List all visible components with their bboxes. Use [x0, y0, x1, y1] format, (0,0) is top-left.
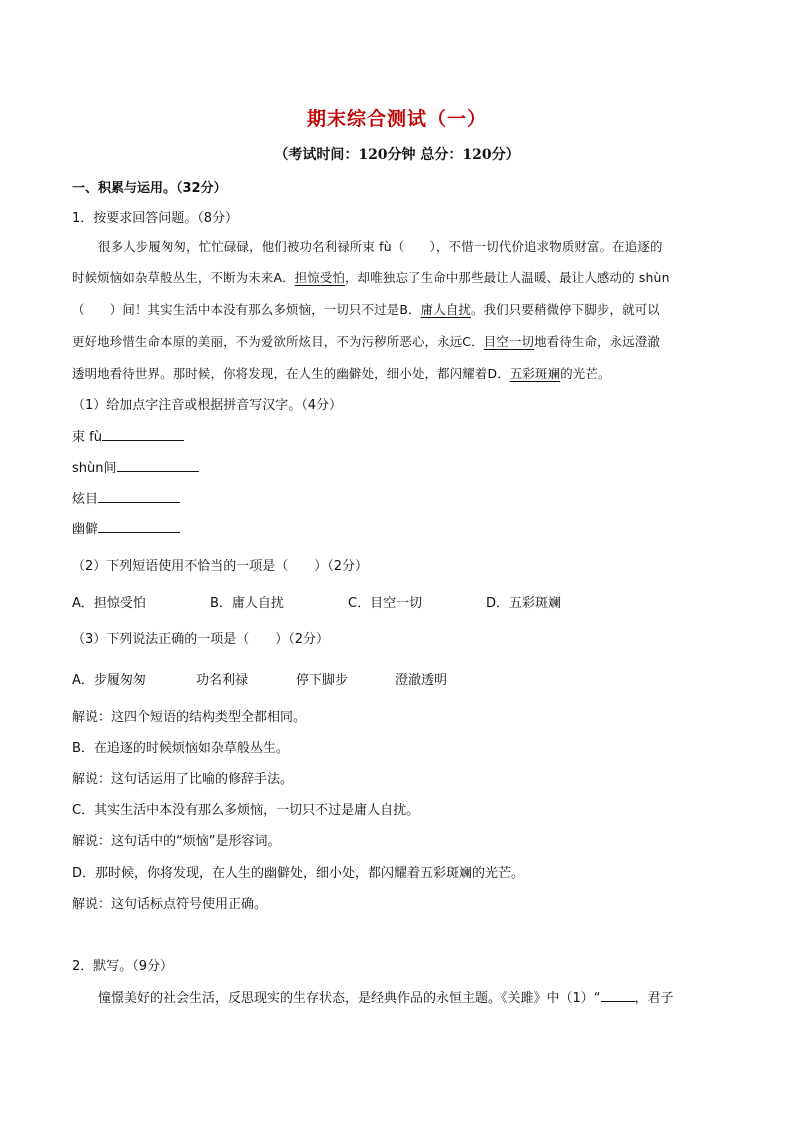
option-c[interactable]: C．目空一切 [348, 596, 423, 611]
page-title: 期末综合测试（一） [306, 108, 487, 130]
passage-line [72, 332, 660, 350]
passage-text: ，却唯独忘了生命中那些最让人温暖、最让人感动的 shùn [345, 270, 670, 285]
sub-question-1-prompt: （1）给加点字注音或根据拼音写汉字。（4分） [72, 398, 343, 413]
fill-item-label: shùn间 [72, 461, 117, 476]
question-text: 憧憬美好的社会生活，反思现实的生存状态，是经典作品的永恒主题。《关雎》中（1）“ [98, 991, 601, 1006]
passage-line: 很多人步履匆匆，忙忙碌碌，他们被功名利禄所束 fù（ ），不惜一切代价追求物质财富。在追逐的 [98, 239, 663, 254]
fill-item-label: 炫目 [72, 492, 99, 507]
question-text: ，君子 [634, 991, 674, 1006]
option-b[interactable]: B．庸人自扰 [210, 596, 284, 611]
passage-text: 。我们只要稍微停下脚步，就可以 [471, 302, 660, 317]
passage-text: （ ）间！其实生活中本没有那么多烦恼，一切只不过是B． [72, 302, 421, 317]
underlined-phrase: 目空一切 [483, 334, 535, 349]
underlined-phrase: 五彩斑斓 [509, 366, 561, 381]
option-a[interactable]: A．步履匆匆 [72, 673, 146, 688]
explanation: 解说：这句话中的“烦恼”是形容词。 [72, 834, 281, 849]
answer-blank[interactable] [117, 457, 199, 472]
option-d[interactable]: D．五彩斑斓 [486, 596, 562, 611]
sub-question-3-prompt: （3）下列说法正确的一项是（ ）（2分） [72, 632, 330, 647]
underlined-phrase: 庸人自扰 [420, 302, 472, 317]
fill-item-label: 束 fù [72, 430, 102, 445]
fill-item [72, 488, 180, 507]
answer-blank[interactable] [98, 518, 180, 533]
passage-line [72, 300, 660, 318]
passage-line [72, 364, 611, 382]
underlined-phrase: 担惊受怕 [294, 270, 346, 285]
sub-question-2-prompt: （2）下列短语使用不恰当的一项是（ ）（2分） [72, 559, 369, 574]
option-c[interactable]: C．其实生活中本没有那么多烦恼，一切只不过是庸人自扰。 [72, 803, 420, 818]
answer-blank[interactable] [601, 987, 635, 1002]
fill-item [72, 518, 180, 537]
explanation: 解说：这四个短语的结构类型全都相同。 [72, 710, 307, 725]
option-a[interactable]: A．担惊受怕 [72, 596, 146, 611]
question-1-header: 1．按要求回答问题。（8分） [72, 211, 239, 226]
passage-text: 的光芒。 [560, 366, 611, 381]
answer-blank[interactable] [98, 488, 180, 503]
phrase-item: 停下脚步 [296, 673, 349, 688]
answer-blank[interactable] [102, 426, 184, 441]
option-b[interactable]: B．在追逐的时候烦恼如杂草般丛生。 [72, 741, 289, 756]
exam-info: （考试时间：120分钟 总分：120分） [274, 147, 520, 163]
fill-item [72, 426, 184, 445]
passage-line [72, 268, 670, 286]
passage-text: 地看待生命，永远澄澈 [534, 334, 661, 349]
phrase-item: 澄澈透明 [395, 673, 448, 688]
fill-item [72, 457, 199, 476]
option-d[interactable]: D．那时候，你将发现，在人生的幽僻处，细小处，都闪耀着五彩斑斓的光芒。 [72, 866, 525, 881]
passage-text: 透明地看待世界。那时候，你将发现，在人生的幽僻处，细小处，都闪耀着D． [72, 366, 510, 381]
fill-item-label: 幽僻 [72, 522, 99, 537]
explanation: 解说：这句话运用了比喻的修辞手法。 [72, 772, 294, 787]
question-2-header: 2．默写。（9分） [72, 959, 174, 974]
question-2-text [98, 987, 674, 1006]
passage-text: 时候烦恼如杂草般丛生，不断为未来A． [72, 270, 295, 285]
section-heading: 一、积累与运用。（32分） [72, 181, 227, 196]
explanation: 解说：这句话标点符号使用正确。 [72, 897, 268, 912]
passage-text: 更好地珍惜生命本原的美丽，不为爱欲所炫目，不为污秽所恶心，永远C． [72, 334, 484, 349]
phrase-item: 功名利禄 [196, 673, 249, 688]
